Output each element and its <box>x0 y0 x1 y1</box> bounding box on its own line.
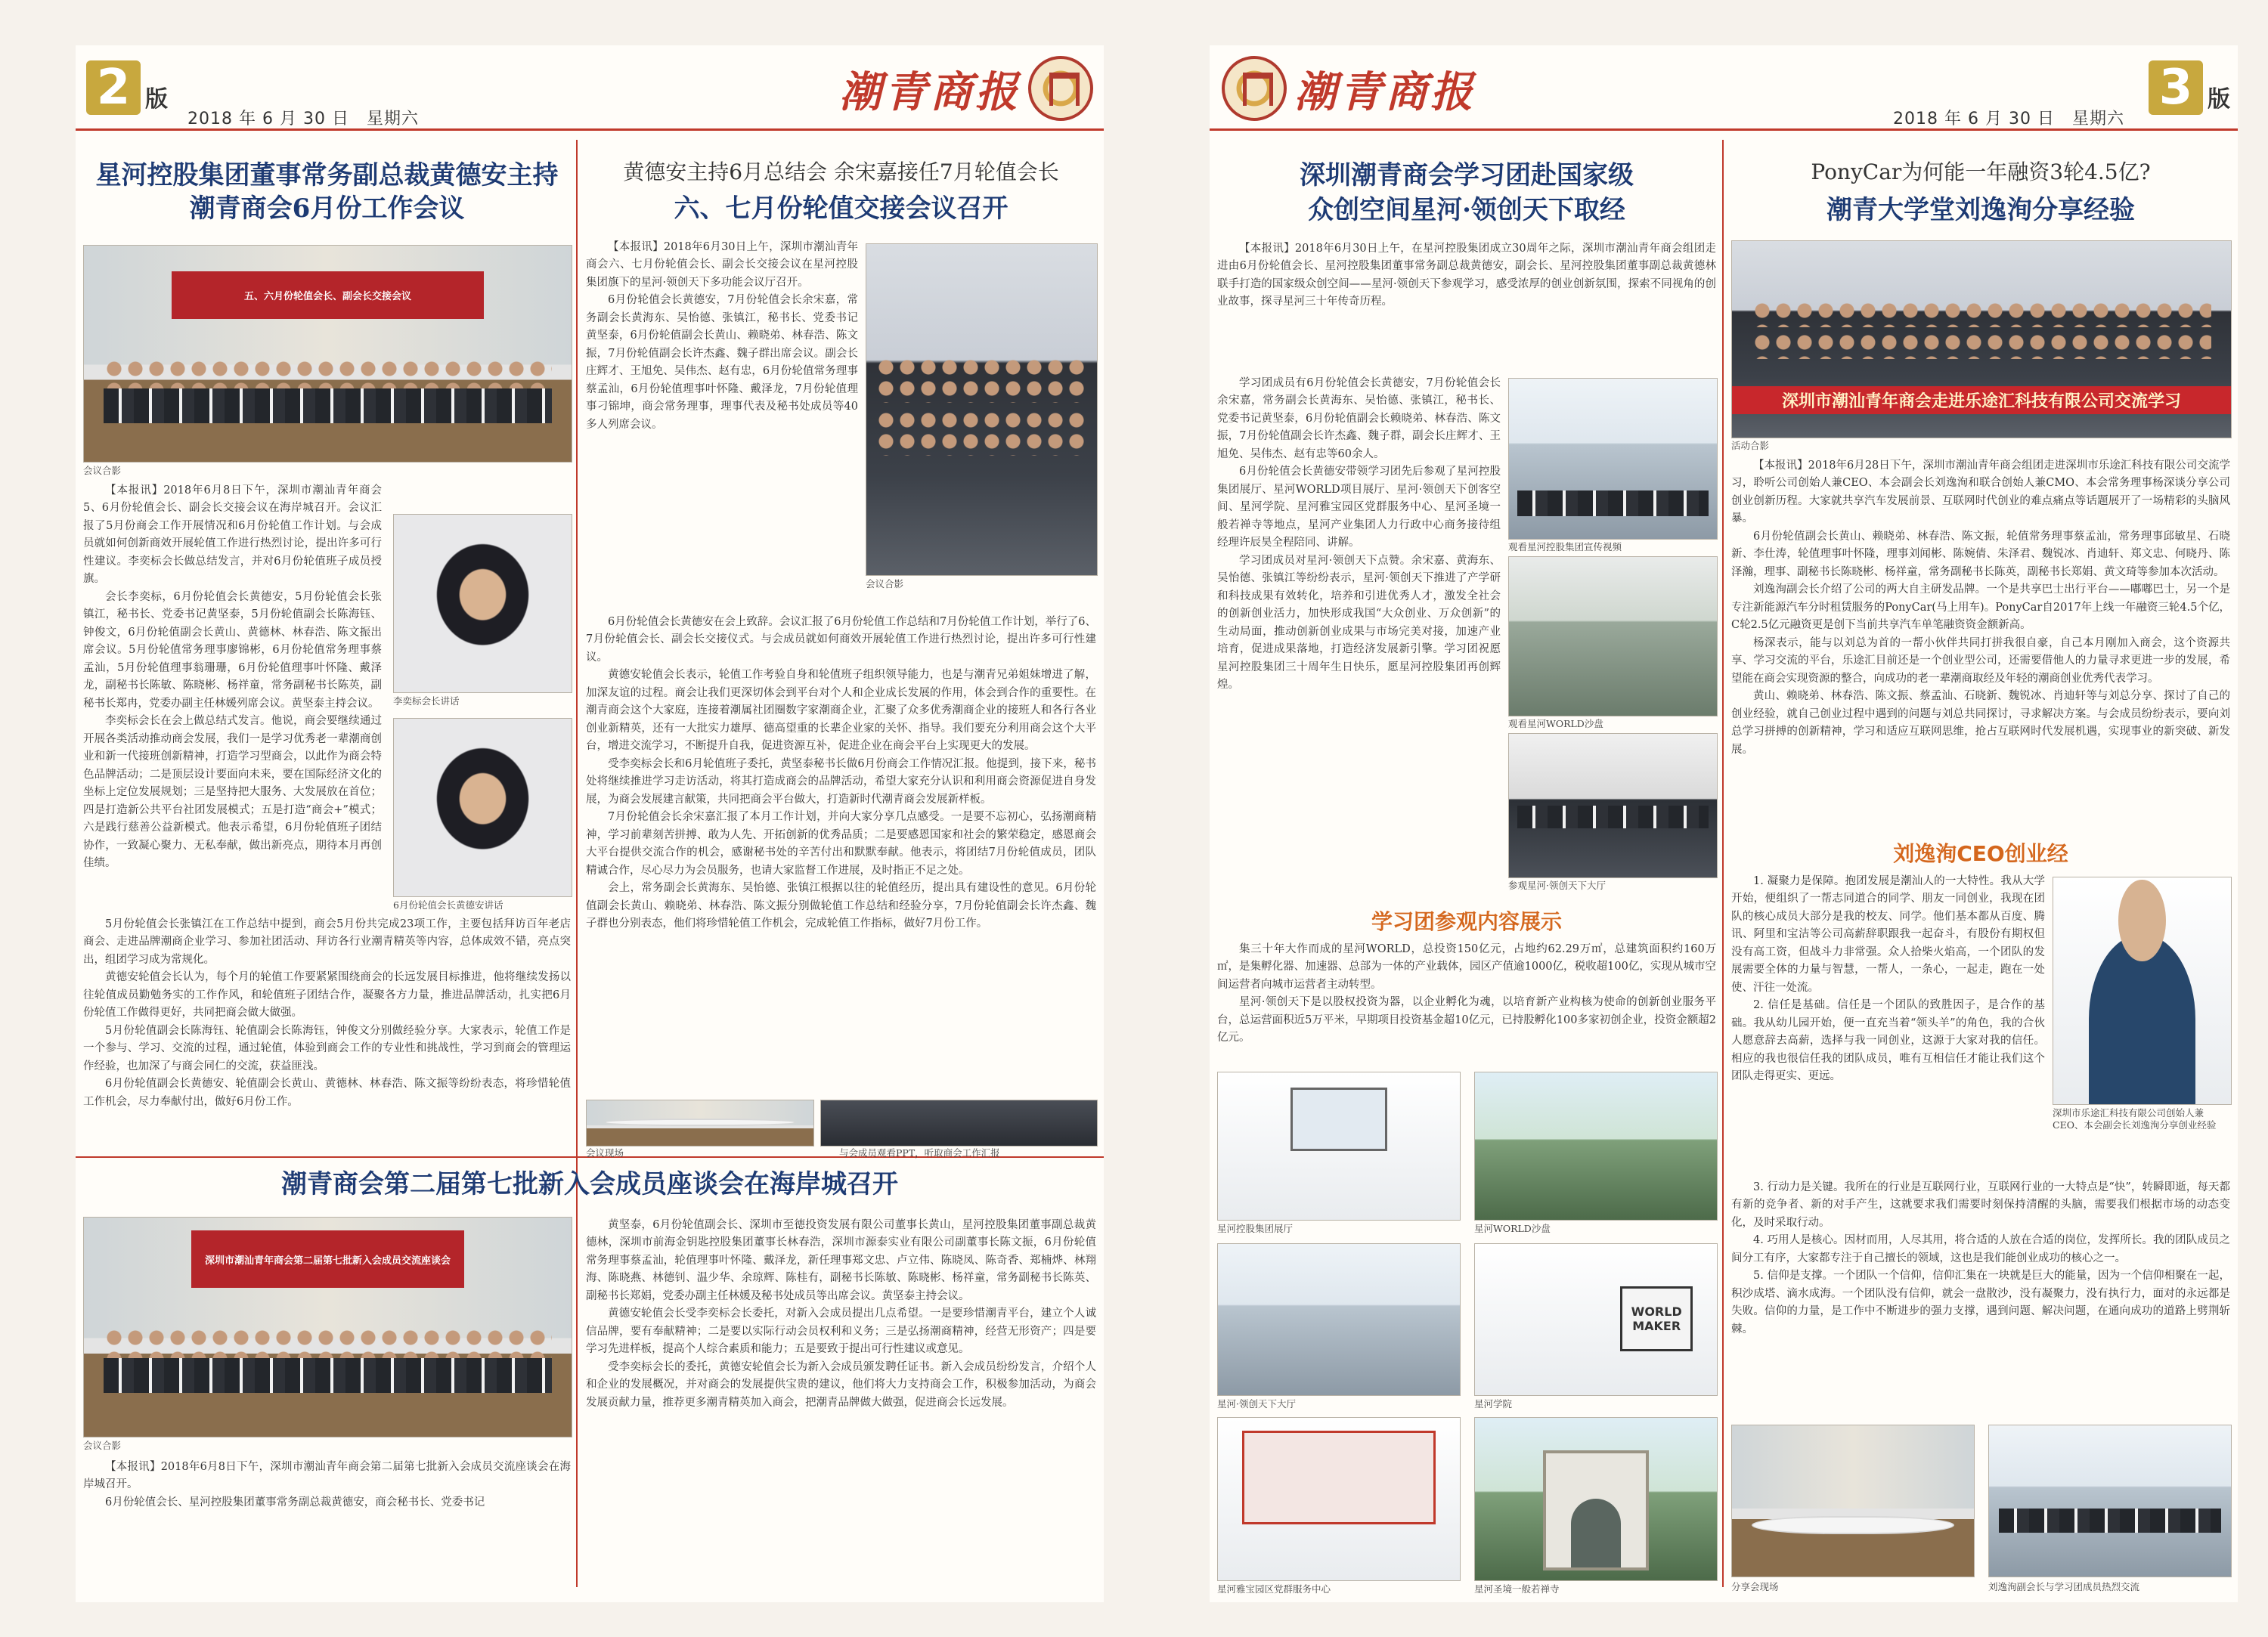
paragraph: 受李奕标会长的委托，黄德安轮值会长为新入会成员颁发聘任证书。新入会成员纷纷发言，介绍个人和企业的发展概况，并对商会的发展提供宝贵的建议，他们将大力支持商会工作，积极参加活动，为商会发展贡献力量，推荐更多潮青精英加入商会，把潮青品牌做大做强，促进商会长远发展。 <box>586 1360 1096 1409</box>
article-title: 星河控股集团董事常务副总裁黄德安主持潮青商会6月份工作会议 <box>95 160 559 224</box>
issue-date: 2018 年 6 月 30 日 星期六 <box>1893 110 2124 128</box>
portrait-caption: 深圳市乐途汇科技有限公司创始人兼CEO、本会副会长刘逸洵分享创业经验 <box>2053 1107 2217 1131</box>
ceo-figure <box>2089 934 2195 1104</box>
article-body-continued <box>586 614 1096 1094</box>
display-board <box>1242 1431 1436 1524</box>
masthead: 潮青商报 <box>1294 67 1476 117</box>
meeting-banner: 五、六月份轮值会长、副会长交接会议 <box>172 271 484 319</box>
ceo-points-continued <box>1731 1179 2230 1417</box>
article-body-continued <box>586 1217 1096 1595</box>
page-2 <box>76 45 1104 1602</box>
article-title-line2: 众创空间星河·领创天下取经 <box>1308 195 1625 225</box>
paragraph: 黄德安轮值会长认为，每个月的轮值工作要紧紧围绕商会的长远发展目标推进，他将继续发扬以往轮值成员勤勉务实的工作作风，和轮值班子团结合作，凝聚各方力量，推进品牌活动，扎实把6月份轮值工作做得更好，共同把商会做大做强。 <box>83 971 571 1020</box>
photo-caption: 会议现场 <box>586 1147 624 1159</box>
section-body <box>1217 941 1716 1062</box>
visitors <box>1517 490 1709 516</box>
attendees <box>1752 300 2211 327</box>
group-photo <box>83 1217 572 1437</box>
paragraph: 6月份轮值会长黄德安，7月份轮值会长余宋嘉，常务副会长黄海东、吴怡德、张镇江，秘书长、党委书记黄坚泰，6月份轮值副会长黄山、赖晓弟、林春浩、陈文振，7月份轮值副会长许杰鑫、魏子群出席会议。副会长庄辉才、王旭免、吴伟杰、赵有忠，6月份轮值常务理事蔡孟汕，6月份轮值理事叶怀隆、戴泽龙，7月份轮值理事刁锦坤，商会常务理事，理事代表及秘书处成员等40多人列席会议。 <box>586 294 858 431</box>
paragraph: 【本报讯】2018年6月30日上午，深圳市潮汕青年商会六、七月份轮值会长、副会长交接会议在星河控股集团旗下的星河·领创天下多功能会议厅召开。 <box>586 241 858 289</box>
article-kicker: PonyCar为何能一年融资3轮4.5亿? <box>1811 159 2151 184</box>
group-photo <box>1731 240 2232 438</box>
masthead: 潮青商报 <box>839 67 1021 117</box>
ceo-points <box>1731 873 2045 1175</box>
article-body <box>83 1459 571 1595</box>
conference-table <box>1752 1516 1955 1534</box>
paragraph: 6月份轮值会长黄德安带领学习团先后参观了星河控股集团展厅、星河WORLD项目展厅、星河·领创天下创客空间、星河学院、星河雅宝园区党群服务中心、星河圣境一般若禅寺等地点，星河产业集团人力行政中心商务接待组经理许辰昊全程陪同、讲解。 <box>1217 466 1501 549</box>
page-number: 3 <box>2149 60 2203 115</box>
gallery-caption: 星河圣境一般若禅寺 <box>1474 1583 1560 1595</box>
display-screen <box>1290 1088 1387 1151</box>
photo-caption: 会议合影 <box>866 578 904 590</box>
attendees-row <box>104 388 552 423</box>
paragraph: 会上，常务副会长黄海东、吴怡德、张镇江根据以往的轮值经历，提出具有建设性的意见。6月份轮值副会长黄山、赖晓弟、林春浩、陈文振分别做轮值工作总结和经验分享，7月份轮值副会长许杰鑫、魏子群也分别表态，他们将珍惜轮值工作机会，完成轮值工作指标，做好7月份工作。 <box>586 882 1096 930</box>
attendees <box>104 358 552 388</box>
chamber-seal-logo <box>1028 56 1093 121</box>
exchange-photo <box>1988 1425 2232 1577</box>
activity-banner: 深圳市潮汕青年商会走进乐途汇科技有限公司交流学习 <box>1732 386 2231 413</box>
paragraph: 【本报讯】2018年6月30日上午，在星河控股集团成立30周年之际，深圳市潮汕青年商会组团走进由6月份轮值会长、星河控股集团董事常务副总裁黄德安，副会长、星河控股集团董事副总裁黄德林联手打造的国家级众创空间——星河·领创天下参观学习，感受浓厚的创业创新氛围，探索不同视角的创业故事，探寻星河三十年传奇历程。 <box>1217 243 1716 308</box>
academy-photo <box>1474 1243 1718 1396</box>
paragraph: 6月份轮值副会长黄德安、轮值副会长黄山、黄德林、林春浩、陈文振等纷纷表态，将珍惜轮值工作机会，尽力奉献付出，做好6月份工作。 <box>83 1078 571 1108</box>
paragraph: 学习团成员对星河·领创天下点赞。余宋嘉、黄海东、吴怡德、张镇江等纷纷表示，星河·领创天下推进了产学研和科技成果有效转化，培养和引进优秀人才，激发全社会的创新创业活力，加快形成我国“大众创业、万众创新”的生动局面，推动创新创业成果与市场完美对接，加速产业培育，促进成果落地，打造经济发展新引擎。学习团祝愿星河控股集团三十周年生日快乐，愿星河控股集团再创辉煌。 <box>1217 554 1501 692</box>
page-header <box>76 45 1104 131</box>
article-body <box>1731 457 2230 831</box>
world-maker-sign: WORLD MAKER <box>1620 1286 1693 1351</box>
paragraph: 李奕标会长在会上做总结式发言。他说，商会要继续通过开展各类活动推动商会发展，我们一是学习优秀老一辈潮商创业和新一代接班创新精神，打造学习型商会，以此作为商会特色品牌活动；二是顶层设计要面向未来，要在国际经济文化的坐标上定位发展规划；三是坚持把大服务、大发展放在首位；四是打造新公共平台社团发展模式；五是打造“商会+”模式；六是践行慈善公益新模式。他表示希望，6月份轮值班子团结协作，一致凝心聚力、无私奉献，做出新亮点，期待本月再创佳绩。 <box>83 715 382 870</box>
article-title: 潮青大学堂刘逸洵分享经验 <box>1826 195 2135 225</box>
column-divider <box>576 140 578 1587</box>
photo-caption: 与会成员观看PPT，听取商会工作汇报 <box>839 1147 1000 1159</box>
photo-caption: 李奕标会长讲话 <box>393 695 460 707</box>
paragraph: 【本报讯】2018年6月8日下午，深圳市潮汕青年商会第二届第七批新入会成员交流座谈会在海岸城召开。 <box>83 1461 571 1491</box>
section-title: 学习团参观内容展示 <box>1371 909 1562 934</box>
article-body-continued <box>83 916 571 1150</box>
gallery-caption: 星河学院 <box>1474 1398 1513 1410</box>
page-number-suffix: 版 <box>145 86 168 113</box>
article-title: 潮青商会第二届第七批新入会成员座谈会在海岸城召开 <box>281 1169 898 1199</box>
paragraph: 4. 巧用人是核心。因材而用，人尽其用，将合适的人放在合适的岗位，发挥所长。我的团队成员之间分工有序，大家都专注于自己擅长的领域，这也是我们能创业成功的核心之一。 <box>1731 1234 2230 1264</box>
group-photo <box>83 245 572 463</box>
photo-caption: 刘逸洵副会长与学习团成员热烈交流 <box>1988 1581 2140 1592</box>
visitors <box>1517 806 1709 828</box>
conference-table <box>605 1119 795 1126</box>
paragraph: 6月份轮值会长黄德安在会上致辞。会议汇报了6月份轮值工作总结和7月份轮值工作计划，举行了6、7月份轮值会长、副会长交接仪式。与会成员就如何商效开展轮值工作进行热烈讨论，提出许多可行性建议。 <box>586 616 1096 664</box>
paragraph: 星河·领创天下是以股权投资为器，以企业孵化为魂，以培育新产业构核为使命的创新创业服务平台，总运营面积近5万平米，早期项目投资基金超10亿元，已持股孵化100多家初创企业，投资金额超2亿元。 <box>1217 996 1716 1044</box>
sand-table-photo <box>1474 1072 1718 1221</box>
photo-caption: 会议合影 <box>83 465 122 476</box>
paragraph: 【本报讯】2018年6月8日下午，深圳市潮汕青年商会5、6月份轮值会长、副会长交接会议在海岸城召开。会议汇报了5月份商会工作开展情况和6月份轮值工作计划。与会成员就如何创新商效开展轮值工作进行热烈讨论，提出许多可行性建议。李奕标会长做总结发言，并对6月份轮值班子成员授旗。 <box>83 484 382 586</box>
article-body <box>586 239 858 609</box>
party-service-center-photo <box>1217 1417 1461 1581</box>
gallery-caption: 星河控股集团展厅 <box>1217 1223 1294 1234</box>
page-number-suffix: 版 <box>2208 86 2230 113</box>
paragraph: 学习团成员有6月份轮值会长黄德安，7月份轮值会长余宋嘉，常务副会长黄海东、吴怡德、张镇江，秘书长、党委书记黄坚泰，6月份轮值副会长赖晓弟、林春浩、陈文振，7月份轮值副会长许杰鑫、魏子群，副会长庄辉才、王旭免、吴伟杰、赵有忠等60余人。 <box>1217 377 1501 460</box>
paragraph: 6月份轮值副会长黄山、赖晓弟、林春浩、陈文振，轮值常务理事蔡孟汕，常务理事邱敏星、石晓新、李仕涛，轮值理事叶怀隆，理事刘闻彬、陈婉倩、朱泽君、魏锐冰、肖迪轩、郑文忠、何晓丹、陈泽瀚，理事、副秘书长陈晓彬、杨祥童，常务副秘书长陈英，副秘书长郑娟、黄文琦等参加本次活动。 <box>1731 530 2230 578</box>
photo-caption: 活动合影 <box>1731 440 1770 451</box>
paragraph: 刘逸洵副会长介绍了公司的两大自主研发品牌。一个是共享巴士出行平台——嘟嘟巴士，另一个是专注新能源汽车分时租赁服务的PonyCar(马上用车)。PonyCar自2017年上线一年融资三轮4.5个亿，C轮2.5亿元融资更是创下当前共享汽车单笔融资资金额新高。 <box>1731 583 2230 632</box>
temple-gate-photo <box>1474 1417 1718 1581</box>
photo-caption: 观看星河控股集团宣传视频 <box>1508 541 1622 552</box>
paragraph: 2. 信任是基础。信任是一个团队的致胜因子，是合作的基础。我从幼儿园开始，便一直充当着“领头羊”的角色，我的合伙人愿意辞去高薪，选择与我一同创业，这源于大家对我的信任。相应的我也很信任我的团队成员，唯有互相信任才能让我们这个团队走得更实、更远。 <box>1731 999 2045 1083</box>
page-header <box>1210 45 2238 131</box>
paragraph: 5月份轮值会长张镇江在工作总结中提到，商会5月份共完成23项工作，主要包括拜访百年老店商会、走进品牌潮商企业学习、参加社团活动、拜访各行业潮青精英等内容，总体成效不错，亮点突出，组团学习成为常规化。 <box>83 918 571 966</box>
speaker-photo <box>393 514 572 693</box>
paragraph: 1. 凝聚力是保障。抱团发展是潮汕人的一大特性。我从大学开始，便组织了一帮志同道合的同学、朋友一同创业，我现在团队的核心成员大部分是我的校友、同学。他们基本都从百度、腾讯、阿里和宝洁等公司高薪辞职跟我一起奋斗，有股份有期权但没有高工资，但战斗力非常强。众人拾柴火焰高，一个团队的发展需要全体的力量与智慧，一帮人，一条心，一起走，跑在一处使、汗往一处流。 <box>1731 875 2045 994</box>
article-title: 六、七月份轮值交接会议召开 <box>674 193 1009 224</box>
page-3 <box>1210 45 2238 1602</box>
article-body <box>83 482 382 913</box>
paragraph: 黄山、赖晓弟、林春浩、陈文振、蔡孟汕、石晓新、魏锐冰、肖迪轩等与刘总分享、探讨了自己的创业经验，就自己创业过程中遇到的问题与刘总共同探讨，寻求解决方案。与会成员纷纷表示，要向刘总学习拼搏的创新精神，学习和适应互联网思维，抢占互联网时代发展机遇，实现事业的新突破、新发展。 <box>1731 690 2230 756</box>
page-number: 2 <box>86 60 141 115</box>
temple-arch <box>1543 1450 1650 1570</box>
group-photo <box>866 243 1098 576</box>
photo-caption: 6月份轮值会长黄德安讲话 <box>393 899 503 911</box>
article-title-line1: 深圳潮青商会学习团赴国家级 <box>1300 160 1634 190</box>
paragraph: 5. 信仰是支撑。一个团队一个信仰，信仰汇集在一块就是巨大的能量，因为一个信仰相聚在一起，积沙成塔、滴水成海。一个团队没有信仰，就会一盘散沙，没有凝聚力，没有执行力，面对的永远都是失败。信仰的力量，是工作中不断进步的强力支撑，遇到问题、解决问题，在通向成功的道路上劈荆斩棘。 <box>1731 1270 2230 1335</box>
paragraph: 5月份轮值副会长陈海钰、轮值副会长陈海钰，钟俊文分别做经验分享。大家表示，轮值工作是一个参与、学习、交流的过程，通过轮值，体验到商会工作的专业性和挑战性，学习到商会的管理运作经验，也加深了与商会同仁的交流，获益匪浅。 <box>83 1024 571 1072</box>
photo-caption: 分享会现场 <box>1731 1581 1779 1592</box>
participants <box>1999 1509 2221 1533</box>
article-body <box>1217 375 1501 877</box>
lobby-photo <box>1508 733 1718 878</box>
paragraph: 6月份轮值会长、星河控股集团董事常务副总裁黄德安，商会秘书长、党委书记 <box>105 1496 485 1509</box>
attendees-row <box>875 410 1088 456</box>
chamber-seal-logo <box>1222 56 1287 121</box>
column-divider <box>1722 140 1724 1587</box>
photo-caption: 会议合影 <box>83 1440 122 1451</box>
paragraph: 黄德安轮值会长表示，轮值工作考验自身和轮值班子组织领导能力，也是与潮青兄弟姐妹增进了解，加深友谊的过程。商会让我们更深切体会到平台对个人和企业成长发展的作用，体会到合作的重要性。在潮青商会这个大家庭，连接着潮属社团圈数字家潮商企业，汇聚了众多优秀潮商企业的接班人和各行各业创业新精英，还有一大批实力雄厚、德高望重的长辈企业家的关怀、指导。我们要充分利用商会这个大平台，增进交流学习，不断提升自我，促进资源互补，促进企业在商会平台上实现更大的发展。 <box>586 669 1096 753</box>
sand-table-photo <box>1508 556 1718 716</box>
sharing-session-photo <box>1731 1425 1975 1577</box>
ceo-portrait <box>2053 877 2232 1105</box>
paragraph: 7月份轮值会长余宋嘉汇报了本月工作计划，并向大家分享几点感受。一是要不忘初心，弘扬潮商精神，学习前辈刻苦拼搏、敢为人先、开拓创新的优秀品质；二是要感恩国家和社会的繁荣稳定，感恩商会大平台提供交流合作的机会，感谢秘书处的辛苦付出和默默奉献。他表示，将团结7月份轮值成员，团队精诚合作，尽心尽力为会员服务，也请大家监督工作进展，及时指正不足之处。 <box>586 811 1096 877</box>
gallery-caption: 星河·领创天下大厅 <box>1217 1398 1296 1410</box>
meeting-banner: 深圳市潮汕青年商会第二届第七批新入会成员交流座谈会 <box>191 1230 464 1287</box>
paragraph: 集三十年大作而成的星河WORLD，总投资150亿元，占地约62.29万㎡，总建筑面积约160万㎡，是集孵化器、加速器、总部为一体的产业载体，园区产值逾1000亿，税收超100亿，实现从城市空间运营者向城市运营者主动转型。 <box>1217 943 1716 991</box>
paragraph: 黄德安轮值会长受李奕标会长委托，对新入会成员提出几点希望。一是要珍惜潮青平台，建立个人诚信品牌，要有奉献精神；二是要以实际行动会员权利和义务；三是弘扬潮商精神，经营无形资产；四是要学习先进样板，提高个人综合素质和能力；五是要致于提出可行性建议或意见。 <box>586 1307 1096 1356</box>
attendees <box>875 357 1088 403</box>
section-title: 刘逸洵CEO创业经 <box>1893 841 2068 866</box>
paragraph: 受李奕标会长和6月轮值班子委托，黄坚泰秘书长做6月份商会工作情况汇报。他提到，接下来，秘书处将继续推进学习走访活动，将其打造成商会的品牌活动，希望大家充分认识和利用商会资源促进自身发展，为商会发展建言献策，共同把商会平台做大，打造新时代潮青商会发展新样板。 <box>586 757 1096 806</box>
attendees-row <box>104 1358 552 1393</box>
exhibition-hall-photo <box>1217 1072 1461 1221</box>
lobby-photo <box>1217 1243 1461 1396</box>
meeting-photo <box>586 1100 814 1147</box>
paragraph: 3. 行动力是关键。我所在的行业是互联网行业，互联网行业的一大特点是“快”，转瞬即逝，每天都有新的竞争者、新的对手产生，这就要求我们需要时刻保持清醒的头脑，需要我们根据市场的动态变化，及时采取行动。 <box>1731 1181 2230 1229</box>
article-lead <box>1217 240 1716 373</box>
paragraph: 黄坚泰，6月份轮值副会长、深圳市至德投资发展有限公司董事长黄山，星河控股集团董事副总裁黄德林，深圳市前海金钥匙控股集团董事长林春浩，深圳市源泰实业有限公司副董事长陈文振，6月份轮值常务理事蔡孟汕，轮值理事叶怀隆、戴泽龙，新任理事郑文忠、卢立伟、陈晓凤、陈奇香、郑楠烨、林翔海、陈晓燕、林德钊、温少华、余琼辉、陈桂有，副秘书长陈敏、陈晓彬、杨祥童，常务副秘书长陈英、副秘书长郑娟，党委办副主任林媛及秘书处成员等出席会议。黄坚泰主持会议。 <box>586 1219 1096 1302</box>
paragraph: 会长李奕标，6月份轮值会长黄德安，5月份轮值会长张镇江，秘书长、党委书记黄坚泰，5月份轮值副会长陈海钰、钟俊文，6月份轮值副会长黄山、黄德林、林春浩、陈文振出席会议。5月份轮值常务理事廖锦彬，6月份轮值常务理事蔡孟汕，5月份轮值理事翁珊珊，6月份轮值理事叶怀隆、戴泽龙，副秘书长陈敏、陈晓彬、杨祥童，常务副秘书长陈英，副秘书长郑冉，党委办副主任林媛列席会议。黄坚泰主持会议。 <box>83 590 382 710</box>
attendees <box>104 1327 552 1358</box>
speaker-photo <box>393 718 572 897</box>
article-kicker: 黄德安主持6月总结会 余宋嘉接任7月轮值会长 <box>623 159 1059 184</box>
video-hall-photo <box>1508 378 1718 540</box>
gallery-caption: 星河雅宝园区党群服务中心 <box>1217 1583 1331 1595</box>
photo-caption: 参观星河·领创天下大厅 <box>1508 880 1606 891</box>
attendees-row <box>1752 332 2211 359</box>
gallery-caption: 星河WORLD沙盘 <box>1474 1223 1551 1234</box>
issue-date: 2018 年 6 月 30 日 星期六 <box>187 110 419 128</box>
paragraph: 杨深表示，能与以刘总为首的一帮小伙伴共同打拼我很自豪，自己本月刚加入商会，这个资源共享、学习交流的平台，乐途汇目前还是一个创业型公司，还需要借他人的力量寻求更进一步的发展，希望能在商会实现资源的整合，向成功的老一辈潮商取经及年轻的潮商创业优秀代表学习。 <box>1731 636 2230 685</box>
photo-caption: 观看星河WORLD沙盘 <box>1508 718 1603 729</box>
ppt-photo <box>820 1100 1098 1147</box>
paragraph: 【本报讯】2018年6月28日下午，深圳市潮汕青年商会组团走进深圳市乐途汇科技有限公司交流学习，聆听公司创始人兼CEO、本会副会长刘逸洵和联合创始人兼CMO、本会常务理事杨深谈分享公司创业创新历程。大家就共享汽车发展前景、互联网时代创业的难点痛点等话题展开了一场精彩的头脑风暴。 <box>1731 460 2230 525</box>
